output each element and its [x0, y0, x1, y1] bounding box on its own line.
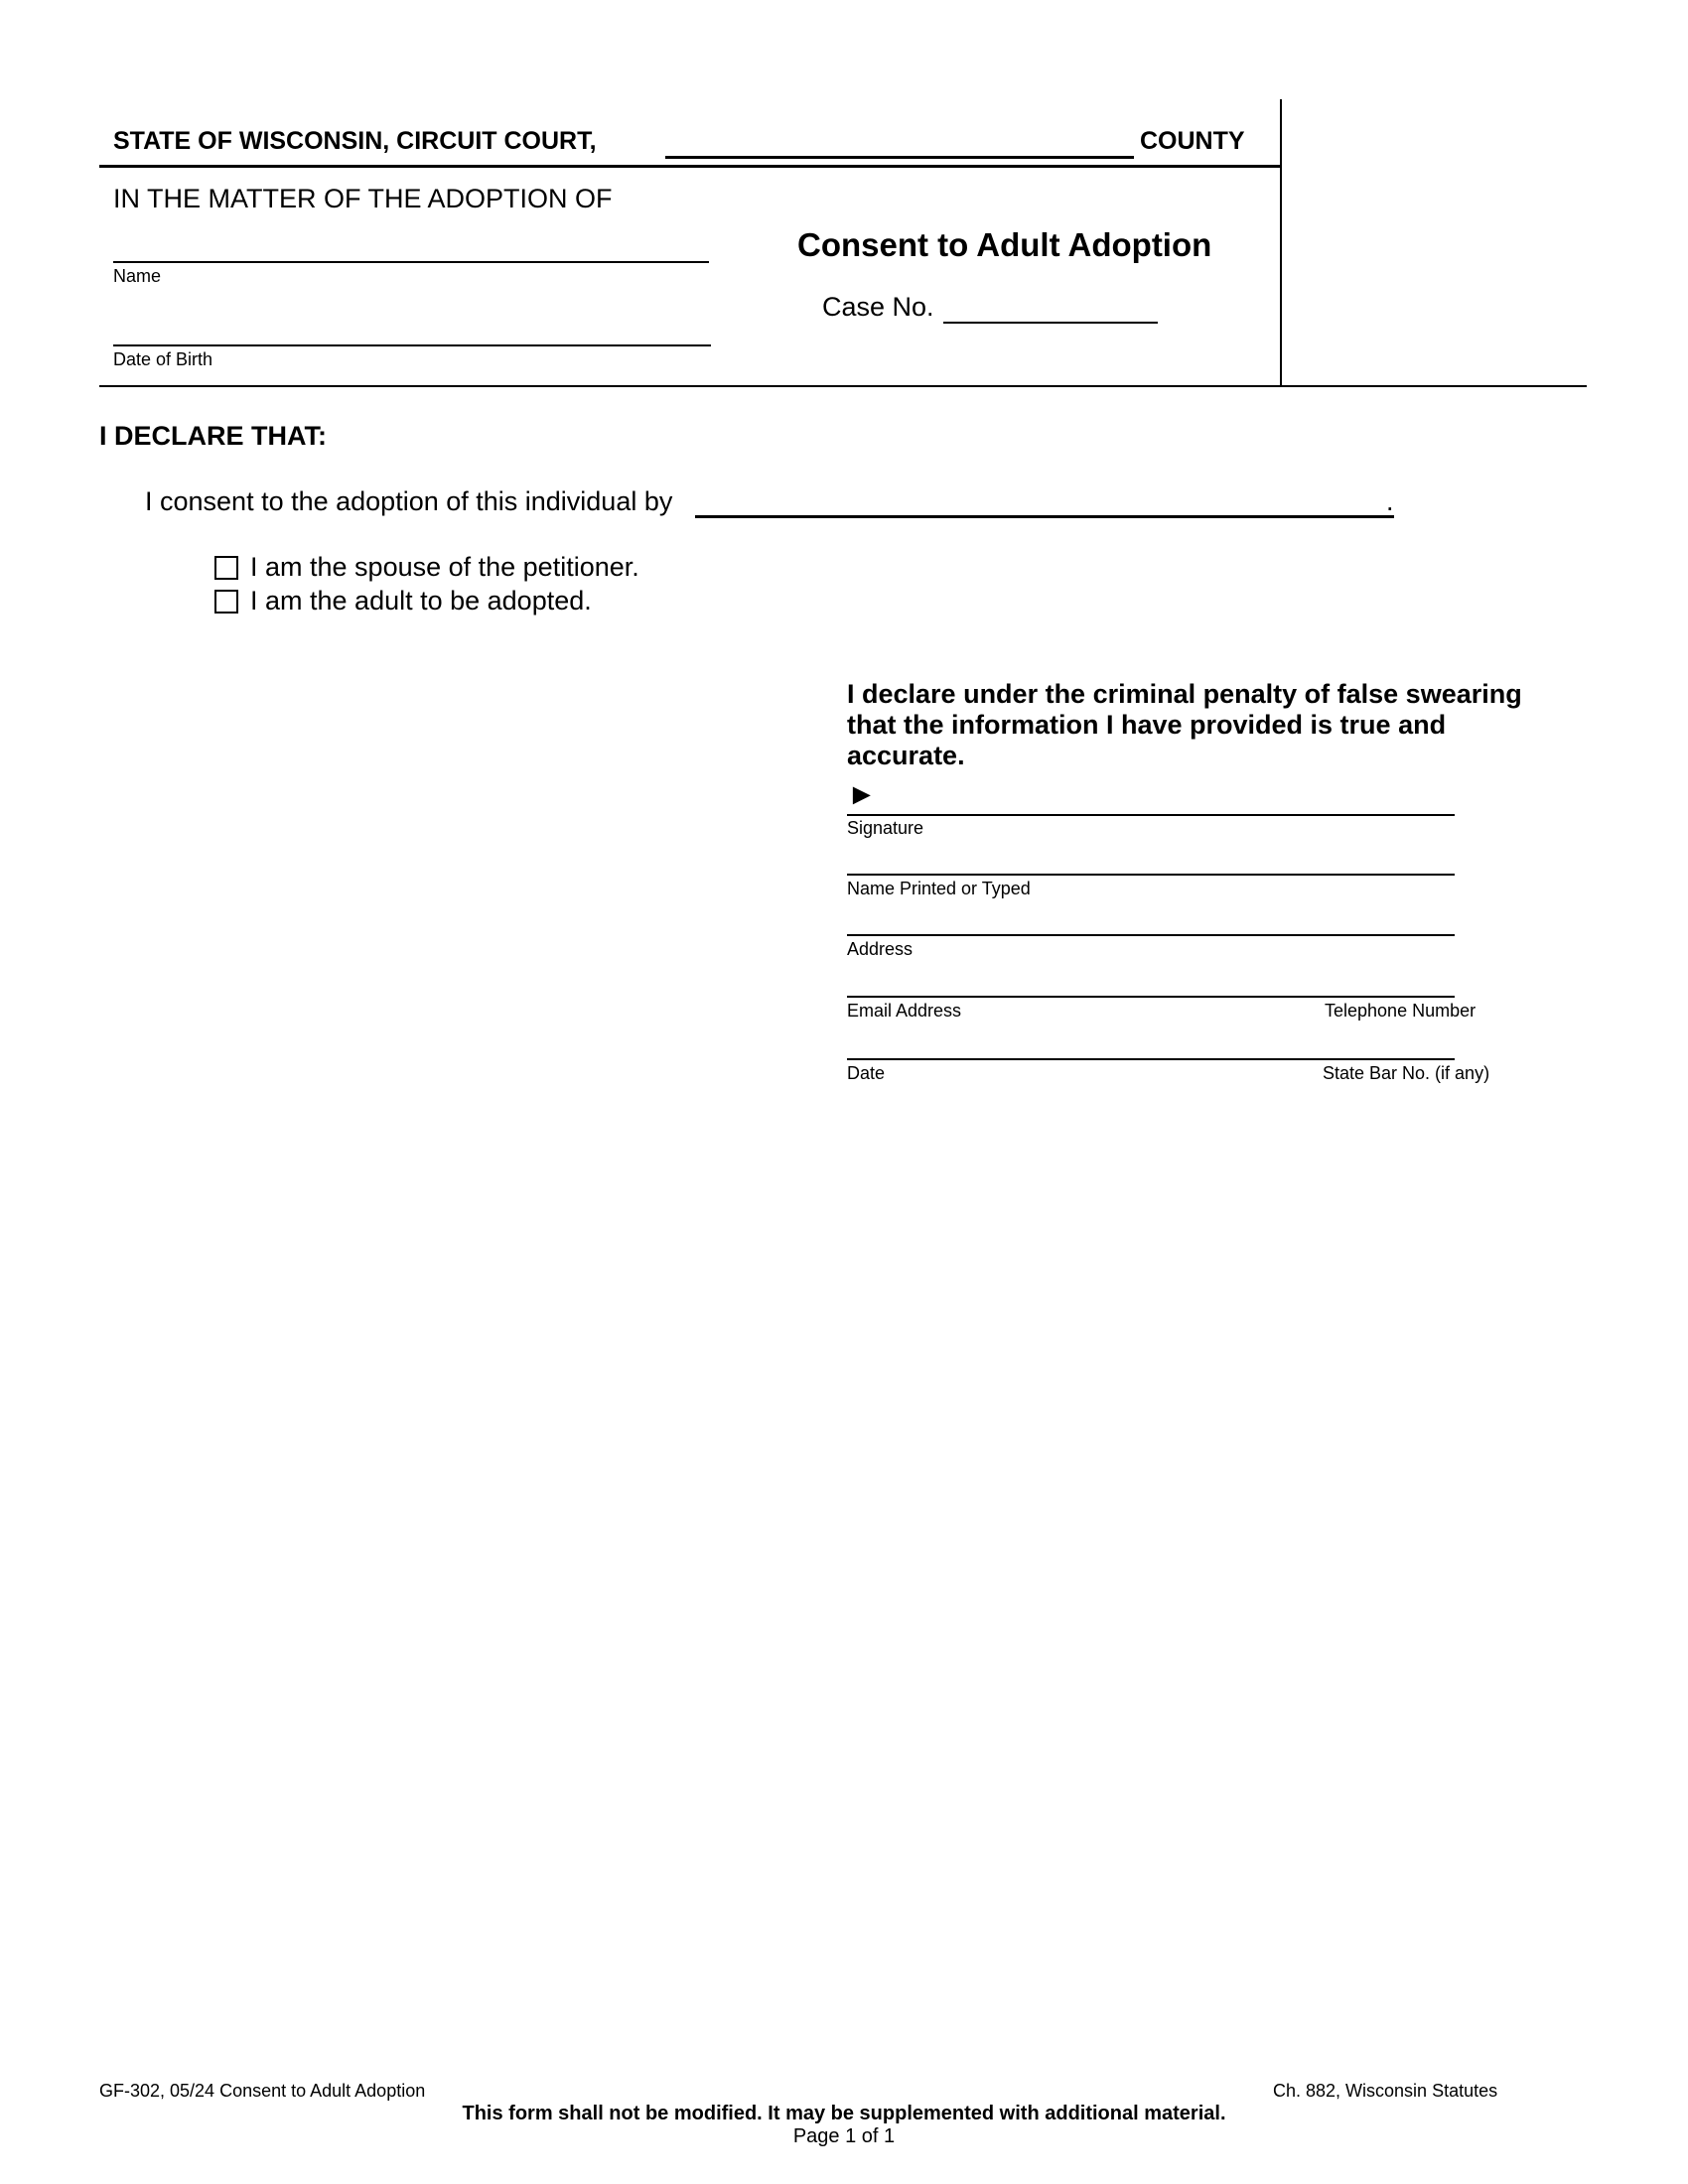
consent-period: . — [1386, 486, 1394, 516]
printed-name-field[interactable] — [847, 874, 1455, 876]
date-label: Date — [847, 1063, 886, 1083]
adoptee-name-label: Name — [113, 266, 162, 286]
adoptee-option-label: I am the adult to be adopted. — [250, 586, 592, 615]
date-bar-field[interactable] — [847, 1058, 1455, 1060]
adoptee-name-field[interactable] — [113, 261, 709, 263]
signature-arrow-icon: ► — [847, 778, 877, 811]
header-divider — [99, 165, 1281, 168]
adoptee-checkbox[interactable] — [214, 590, 238, 614]
adoptee-dob-field[interactable] — [113, 344, 711, 346]
address-field[interactable] — [847, 934, 1455, 936]
petitioner-name-field[interactable] — [695, 515, 1394, 518]
spouse-checkbox[interactable] — [214, 556, 238, 580]
email-phone-field[interactable] — [847, 996, 1455, 998]
adoptee-dob-label: Date of Birth — [113, 349, 213, 369]
consent-statement: I consent to the adoption of this individual by — [145, 486, 673, 516]
county-label: COUNTY — [1140, 127, 1245, 155]
declare-heading: I DECLARE THAT: — [99, 421, 327, 451]
statute-reference: Ch. 882, Wisconsin Statutes — [1273, 2081, 1498, 2101]
signature-label: Signature — [847, 818, 924, 838]
adoption-matter-label: IN THE MATTER OF THE ADOPTION OF — [113, 184, 613, 213]
page-title: Consent to Adult Adoption — [797, 226, 1212, 263]
telephone-label: Telephone Number — [1325, 1001, 1477, 1021]
email-label: Email Address — [847, 1001, 962, 1021]
caption-right-border — [1280, 99, 1282, 387]
page-number: Page 1 of 1 — [792, 2125, 896, 2147]
case-no-field[interactable] — [943, 322, 1158, 324]
state-bar-label: State Bar No. (if any) — [1323, 1063, 1490, 1083]
printed-name-label: Name Printed or Typed — [847, 879, 1031, 898]
signature-field[interactable] — [847, 814, 1455, 816]
false-swearing-declaration: I declare under the criminal penalty of false swearing that the information I have provided is true and accurate. — [847, 679, 1522, 770]
spouse-option-label: I am the spouse of the petitioner. — [250, 552, 639, 582]
court-state-label: STATE OF WISCONSIN, CIRCUIT COURT, — [113, 127, 597, 155]
address-label: Address — [847, 939, 914, 959]
case-no-label: Case No. — [822, 292, 934, 322]
modification-notice: This form shall not be modified. It may be supplemented with additional material. — [462, 2103, 1226, 2124]
county-field[interactable] — [665, 156, 1134, 159]
caption-bottom-divider — [99, 385, 1587, 387]
form-id: GF-302, 05/24 Consent to Adult Adoption — [99, 2081, 426, 2101]
